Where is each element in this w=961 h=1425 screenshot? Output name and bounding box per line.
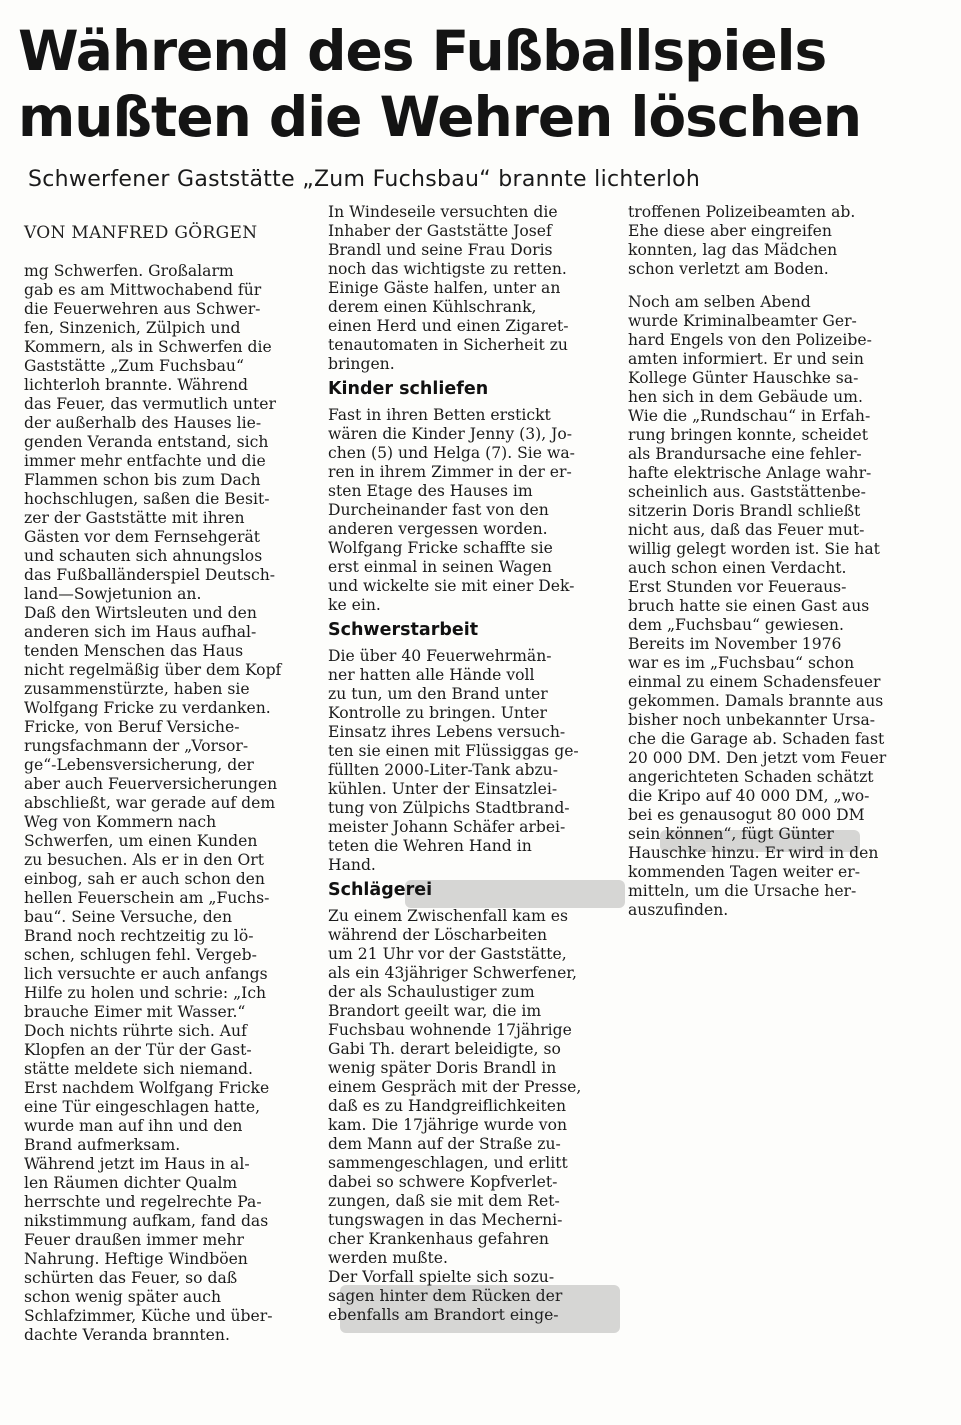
scan-smudge — [660, 830, 860, 852]
text-line: willig gelegt worden ist. Sie hat — [628, 540, 880, 558]
text-line: tenden Menschen das Haus — [24, 642, 244, 660]
text-line: anderen sich im Haus aufhal- — [24, 623, 257, 641]
text-line: Fuchsbau wohnende 17jährige — [328, 1021, 572, 1039]
headline — [18, 18, 948, 150]
text-line: wurde Kriminalbeamter Ger- — [628, 312, 857, 330]
text-line: Wie die „Rundschau“ in Erfah- — [628, 407, 871, 425]
text-line: schürten das Feuer, so daß — [24, 1269, 238, 1287]
text-line: dem „Fuchsbau“ gewiesen. — [628, 616, 844, 634]
text-line: Bereits im November 1976 — [628, 635, 842, 653]
text-line: wurde man auf ihn und den — [24, 1117, 243, 1135]
text-line: Noch am selben Abend — [628, 293, 811, 311]
text-line: Brand noch rechtzeitig zu lö- — [24, 927, 254, 945]
text-line: ge“-Lebensversicherung, der — [24, 756, 254, 774]
text-line: Während jetzt im Haus in al- — [24, 1155, 250, 1173]
text-line: Hauschke hinzu. Er wird in den — [628, 844, 879, 862]
text-line: bei es genausogut 80 000 DM — [628, 806, 865, 824]
scan-smudge — [340, 1285, 620, 1333]
text-line: meister Johann Schäfer arbei- — [328, 818, 566, 836]
text-line: sten Etage des Hauses im — [328, 482, 533, 500]
text-line: stätte meldete sich niemand. — [24, 1060, 253, 1078]
text-line: das Fußballänderspiel Deutsch- — [24, 566, 276, 584]
text-line: Brand aufmerksam. — [24, 1136, 181, 1154]
text-line: Brandort geeilt war, die im — [328, 1002, 542, 1020]
text-line: fen, Sinzenich, Zülpich und — [24, 319, 241, 337]
text-line: tenautomaten in Sicherheit zu — [328, 336, 568, 354]
article-column-3 — [628, 203, 928, 920]
text-line: einem Gespräch mit der Presse, — [328, 1078, 582, 1096]
text-line: sein können“, fügt Günter — [628, 825, 834, 843]
text-line: Kontrolle zu bringen. Unter — [328, 704, 547, 722]
text-line: rung bringen konnte, scheidet — [628, 426, 868, 444]
text-line: In Windeseile versuchten die — [328, 203, 558, 221]
text-line: Hand. — [328, 856, 376, 874]
text-line: Weg von Kommern nach — [24, 813, 217, 831]
headline-line-2: mußten die Wehren löschen — [18, 85, 862, 149]
text-line: ner hatten alle Hände voll — [328, 666, 535, 684]
text-line: immer mehr entfachte und die — [24, 452, 266, 470]
text-line: teten die Wehren Hand in — [328, 837, 532, 855]
text-line: Fast in ihren Betten erstickt — [328, 406, 551, 424]
text-line: zer der Gaststätte mit ihren — [24, 509, 245, 527]
text-line: einmal zu einem Schadensfeuer — [628, 673, 881, 691]
text-line: nikstimmung aufkam, fand das — [24, 1212, 269, 1230]
article-column-2 — [328, 203, 628, 1325]
text-line: daß es zu Handgreiflichkeiten — [328, 1097, 566, 1115]
text-line: einbog, sah er auch schon den — [24, 870, 265, 888]
text-line: len Räumen dichter Qualm — [24, 1174, 238, 1192]
text-line: schen, schlugen fehl. Vergeb- — [24, 946, 257, 964]
text-line: ten sie einen mit Flüssiggas ge- — [328, 742, 579, 760]
text-line: die Feuerwehren aus Schwer- — [24, 300, 261, 318]
article-column-1 — [24, 262, 324, 1345]
text-line: Gaststätte „Zum Fuchsbau“ — [24, 357, 244, 375]
text-line: kam. Die 17jährige wurde von — [328, 1116, 568, 1134]
text-line: rungsfachmann der „Vorsor- — [24, 737, 249, 755]
text-line: Kollege Günter Hauschke sa- — [628, 369, 859, 387]
text-line: dabei so schwere Kopfverlet- — [328, 1173, 558, 1191]
text-line: land—Sowjetunion an. — [24, 585, 202, 603]
text-line: genden Veranda entstand, sich — [24, 433, 269, 451]
text-line: bau“. Seine Versuche, den — [24, 908, 233, 926]
text-line: zu tun, um den Brand unter — [328, 685, 548, 703]
text-line: Daß den Wirtsleuten und den — [24, 604, 257, 622]
text-line: Erst nachdem Wolfgang Fricke — [24, 1079, 270, 1097]
text-line: sagen hinter dem Rücken der — [328, 1287, 563, 1305]
text-line: hen sich in dem Gebäude um. — [628, 388, 863, 406]
text-line: hochschlugen, saßen die Besit- — [24, 490, 270, 508]
text-line: dem Mann auf der Straße zu- — [328, 1135, 561, 1153]
text-line: lichterloh brannte. Während — [24, 376, 249, 394]
text-line: Schwerfen, um einen Kunden — [24, 832, 258, 850]
text-line: eine Tür eingeschlagen hatte, — [24, 1098, 261, 1116]
text-line: wären die Kinder Jenny (3), Jo- — [328, 425, 573, 443]
text-line: troffenen Polizeibeamten ab. — [628, 203, 856, 221]
text-line: nicht aus, daß das Feuer mut- — [628, 521, 865, 539]
text-line: Schlafzimmer, Küche und über- — [24, 1307, 273, 1325]
text-line: tungswagen in das Mecherni- — [328, 1211, 563, 1229]
text-line: auch schon einen Verdacht. — [628, 559, 847, 577]
text-line: tung von Zülpichs Stadtbrand- — [328, 799, 570, 817]
text-line: Inhaber der Gaststätte Josef — [328, 222, 552, 240]
paragraph-gap — [628, 279, 928, 293]
text-line: zungen, daß sie mit dem Ret- — [328, 1192, 560, 1210]
scan-smudge — [405, 880, 625, 908]
text-line: chen (5) und Helga (7). Sie wa- — [328, 444, 575, 462]
text-line: amten informiert. Er und sein — [628, 350, 864, 368]
text-line: gab es am Mittwochabend für — [24, 281, 262, 299]
text-line: mitteln, um die Ursache her- — [628, 882, 857, 900]
text-line: während der Löscharbeiten — [328, 926, 547, 944]
text-line: Fricke, von Beruf Versiche- — [24, 718, 240, 736]
text-line: bisher noch unbekannter Ursa- — [628, 711, 876, 729]
text-line: Nahrung. Heftige Windböen — [24, 1250, 248, 1268]
text-line: 20 000 DM. Den jetzt vom Feuer — [628, 749, 887, 767]
text-line: derem einen Kühlschrank, — [328, 298, 537, 316]
text-line: Gabi Th. derart beleidigte, so — [328, 1040, 561, 1058]
text-line: als ein 43jähriger Schwerfener, — [328, 964, 577, 982]
text-line: werden mußte. — [328, 1249, 448, 1267]
text-line: lich versuchte er auch anfangs — [24, 965, 268, 983]
text-line: Einsatz ihres Lebens versuch- — [328, 723, 566, 741]
text-line: Zu einem Zwischenfall kam es — [328, 907, 569, 925]
text-line: erst einmal in seinen Wagen — [328, 558, 552, 576]
text-line: anderen vergessen worden. — [328, 520, 548, 538]
text-line: Erst Stunden vor Feueraus- — [628, 578, 847, 596]
text-line: angerichteten Schaden schätzt — [628, 768, 874, 786]
text-line: Ehe diese aber eingreifen — [628, 222, 832, 240]
text-line: Feuer draußen immer mehr — [24, 1231, 245, 1249]
text-line: bringen. — [328, 355, 395, 373]
text-line: zusammenstürzte, haben sie — [24, 680, 250, 698]
text-line: Hilfe zu holen und schrie: „Ich — [24, 984, 267, 1002]
text-line: Flammen schon bis zum Dach — [24, 471, 261, 489]
text-line: um 21 Uhr vor der Gaststätte, — [328, 945, 567, 963]
text-line: einen Herd und einen Zigaret- — [328, 317, 569, 335]
text-line: wenig später Doris Brandl in — [328, 1059, 557, 1077]
text-line: bruch hatte sie einen Gast aus — [628, 597, 870, 615]
text-line: Doch nichts rührte sich. Auf — [24, 1022, 247, 1040]
text-line: war es im „Fuchsbau“ schon — [628, 654, 855, 672]
text-line: die Kripo auf 40 000 DM, „wo- — [628, 787, 870, 805]
text-line: Brandl und seine Frau Doris — [328, 241, 553, 259]
text-line: nicht regelmäßig über dem Kopf — [24, 661, 282, 679]
text-line: Wolfgang Fricke schaffte sie — [328, 539, 553, 557]
section-subheading: Schlägerei — [328, 880, 433, 900]
text-line: das Feuer, das vermutlich unter — [24, 395, 276, 413]
headline-line-1: Während des Fußballspiels — [18, 19, 827, 83]
text-line: zu besuchen. Als er in den Ort — [24, 851, 264, 869]
byline: VON MANFRED GÖRGEN — [24, 223, 258, 243]
text-line: kühlen. Unter der Einsatzlei- — [328, 780, 558, 798]
text-line: cher Krankenhaus gefahren — [328, 1230, 549, 1248]
subheadline: Schwerfener Gaststätte „Zum Fuchsbau“ brannte lichterloh — [28, 167, 701, 192]
text-line: sammengeschlagen, und erlitt — [328, 1154, 568, 1172]
text-line: gekommen. Damals brannte aus — [628, 692, 884, 710]
text-line: aber auch Feuerversicherungen — [24, 775, 278, 793]
section-subheading: Kinder schliefen — [328, 379, 489, 399]
text-line: ebenfalls am Brandort einge- — [328, 1306, 559, 1324]
text-line: als Brandursache eine fehler- — [628, 445, 862, 463]
text-line: der außerhalb des Hauses lie- — [24, 414, 262, 432]
text-line: und schauten sich ahnungslos — [24, 547, 263, 565]
text-line: scheinlich aus. Gaststättenbe- — [628, 483, 866, 501]
text-line: Einige Gäste halfen, unter an — [328, 279, 561, 297]
text-line: brauche Eimer mit Wasser.“ — [24, 1003, 246, 1021]
text-line: auszufinden. — [628, 901, 729, 919]
section-subheading: Schwerstarbeit — [328, 620, 479, 640]
text-line: Kommern, als in Schwerfen die — [24, 338, 272, 356]
text-line: füllten 2000-Liter-Tank abzu- — [328, 761, 558, 779]
text-line: herrschte und regelrechte Pa- — [24, 1193, 262, 1211]
text-line: sitzerin Doris Brandl schließt — [628, 502, 861, 520]
text-line: che die Garage ab. Schaden fast — [628, 730, 885, 748]
text-line: ke ein. — [328, 596, 381, 614]
text-line: mg Schwerfen. Großalarm — [24, 262, 234, 280]
text-line: Wolfgang Fricke zu verdanken. — [24, 699, 271, 717]
text-line: konnten, lag das Mädchen — [628, 241, 838, 259]
text-line: hellen Feuerschein am „Fuchs- — [24, 889, 270, 907]
text-line: schon wenig später auch — [24, 1288, 222, 1306]
text-line: abschließt, war gerade auf dem — [24, 794, 276, 812]
text-line: kommenden Tagen weiter er- — [628, 863, 861, 881]
text-line: der als Schaulustiger zum — [328, 983, 535, 1001]
text-line: noch das wichtigste zu retten. — [328, 260, 567, 278]
text-line: Der Vorfall spielte sich sozu- — [328, 1268, 555, 1286]
text-line: Die über 40 Feuerwehrmän- — [328, 647, 552, 665]
text-line: ren in ihrem Zimmer in der er- — [328, 463, 572, 481]
text-line: Gästen vor dem Fernsehgerät — [24, 528, 261, 546]
text-line: dachte Veranda brannten. — [24, 1326, 230, 1344]
text-line: Klopfen an der Tür der Gast- — [24, 1041, 252, 1059]
text-line: hard Engels von den Polizeibe- — [628, 331, 872, 349]
text-line: und wickelte sie mit einer Dek- — [328, 577, 575, 595]
text-line: schon verletzt am Boden. — [628, 260, 829, 278]
text-line: hafte elektrische Anlage wahr- — [628, 464, 872, 482]
text-line: Durcheinander fast von den — [328, 501, 549, 519]
